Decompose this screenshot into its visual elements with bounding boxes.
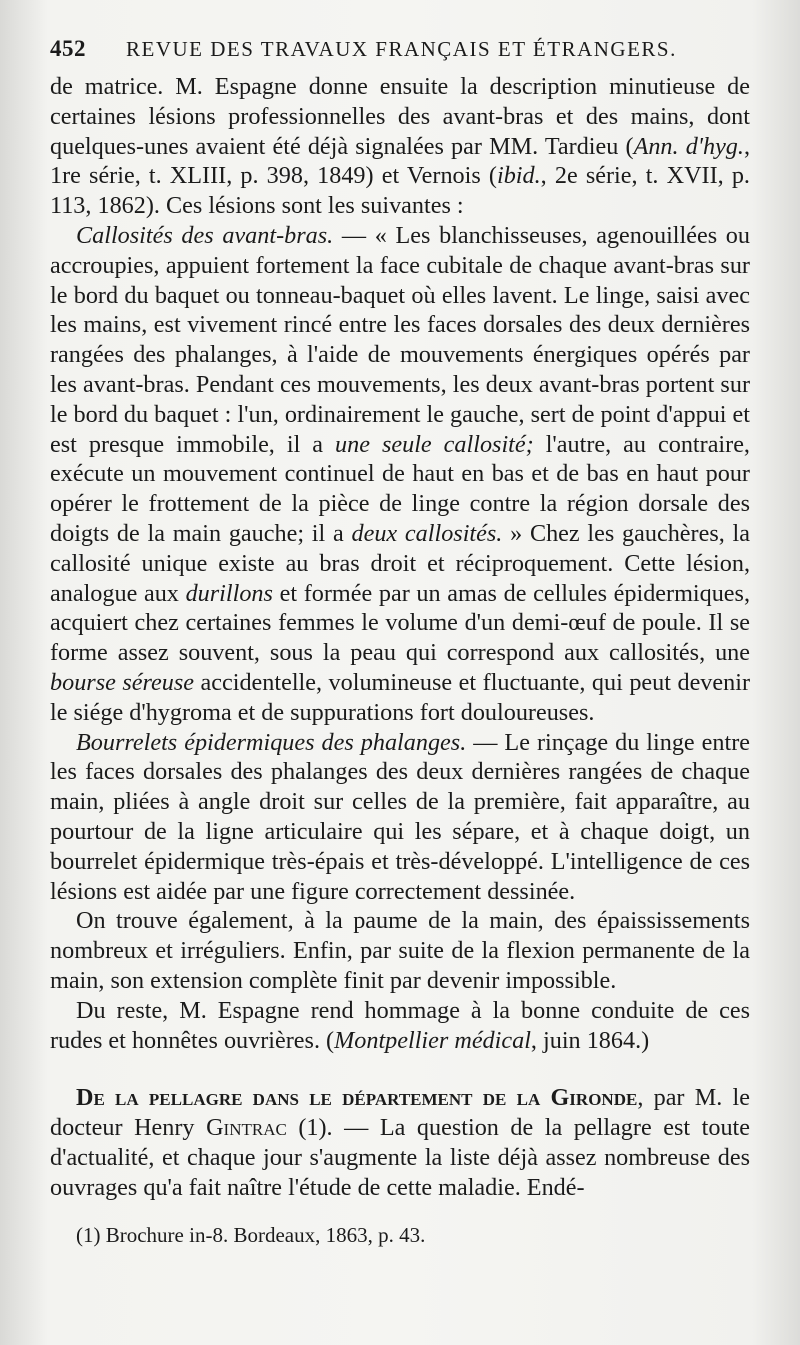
text-run: l'autre, au contraire, exécute un mouvement continuel de haut en bas et de bas en haut pour opérer le frottement de la pièce de linge contre la région dorsale des doigts de la main gauche; il a [50,430,750,547]
text-run: accidentelle, volumineuse et fluctuante, qui peut devenir le siége d'hygroma et de suppurations fort douloureuses. [50,668,750,726]
text-run: , 1re série, t. XLIII, p. 398, 1849) et Vernois ( [50,132,750,190]
page-number: 452 [50,36,86,61]
text-run: , 2e série, t. XVII, p. 113, 1862). Ces lésions sont les suivantes : [50,162,750,220]
emphasis: une seule callosité; [335,430,534,458]
subheading-callosites: Callosités des avant-bras. [76,221,334,249]
article-body [50,72,750,1202]
subheading-bourrelets: Bourrelets épidermiques des phalanges. [76,728,467,756]
running-title: REVUE DES TRAVAUX FRANÇAIS ET ÉTRANGERS. [126,37,677,61]
section-gap [50,1055,750,1083]
text-run: de matrice. M. Espagne donne ensuite la description minutieuse de certaines lésions professionnelles des avant-bras et des mains, dont quelques-unes avaient été déjà signalées par MM. Tardieu ( [50,73,750,160]
text-run: Du reste, M. Espagne rend hommage à la bonne conduite de ces rudes et honnêtes ouvrières. ( [50,996,750,1054]
paragraph-callosites [50,221,750,728]
paragraph-bourrelets [50,728,750,907]
text-run: , juin 1864.) [530,1026,650,1054]
text-run: , par M. le docteur Henry [50,1084,750,1142]
text-run: — Le rinçage du linge entre les faces dorsales des phalanges des deux dernières rangées de chaque main, pliées à angle droit sur celles de la première, fait apparaître, au pourtour de la ligne articulaire qui les sépare, et à chaque doigt, un bourrelet épidermique très-épais et très-développé. L'intelligence de ces lésions est aidée par une figure correctement dessinée. [50,728,750,905]
text-run: et formée par un amas de cellules épidermiques, acquiert chez certaines femmes le volume d'un demi-œuf de poule. Il se forme assez souvent, sous la peau qui correspond aux callosités, une [50,579,751,667]
paragraph-intro [50,72,750,221]
paragraph-conclusion [50,996,750,1056]
text-run: » Chez les gauchères, la callosité unique existe au bras droit et réciproquement. Cette lésion, analogue aux [50,519,751,607]
paragraph-pellagre [50,1083,750,1202]
emphasis: deux callosités. [351,519,503,547]
emphasis: durillons [185,579,273,607]
text-run: (1). — La question de la pellagre est toute d'actualité, et chaque jour s'augmente la liste déjà assez nombreuse des ouvrages qu'a fait naître l'étude de cette maladie. Endé- [50,1114,750,1201]
citation-ann-hyg: Ann. d'hyg. [633,132,744,160]
text-run: — « Les blanchisseuses, agenouillées ou accroupies, appuient fortement la face cubitale de chaque avant-bras sur le bord du baquet ou tonneau-baquet où elles lavent. Le linge, saisi avec les mains, est vivement rincé entre les faces dorsales des deux dernières rangées des phalanges, à l'aide de mouvements énergiques opérés par les avant-bras. Pendant ces mouvements, les deux avant-bras portent sur le bord du baquet : l'un, ordinairement le gauche, sert de point d'appui et est presque immobile, il a [50,221,750,458]
citation-montpellier: Montpellier médical [334,1026,531,1054]
author-name: Gintrac [206,1114,287,1142]
paragraph-paume: On trouve également, à la paume de la main, des épaississements nombreux et irréguliers. Enfin, par suite de la flexion permanente de la main, son extension complète finit par devenir impossible. [50,907,750,994]
page-header [50,36,750,62]
emphasis: bourse séreuse [50,668,194,696]
footnote: (1) Brochure in-8. Bordeaux, 1863, p. 43. [76,1223,426,1248]
citation-ibid: ibid. [496,162,541,190]
section-title: De la pellagre dans le département de la Gironde [76,1084,638,1112]
